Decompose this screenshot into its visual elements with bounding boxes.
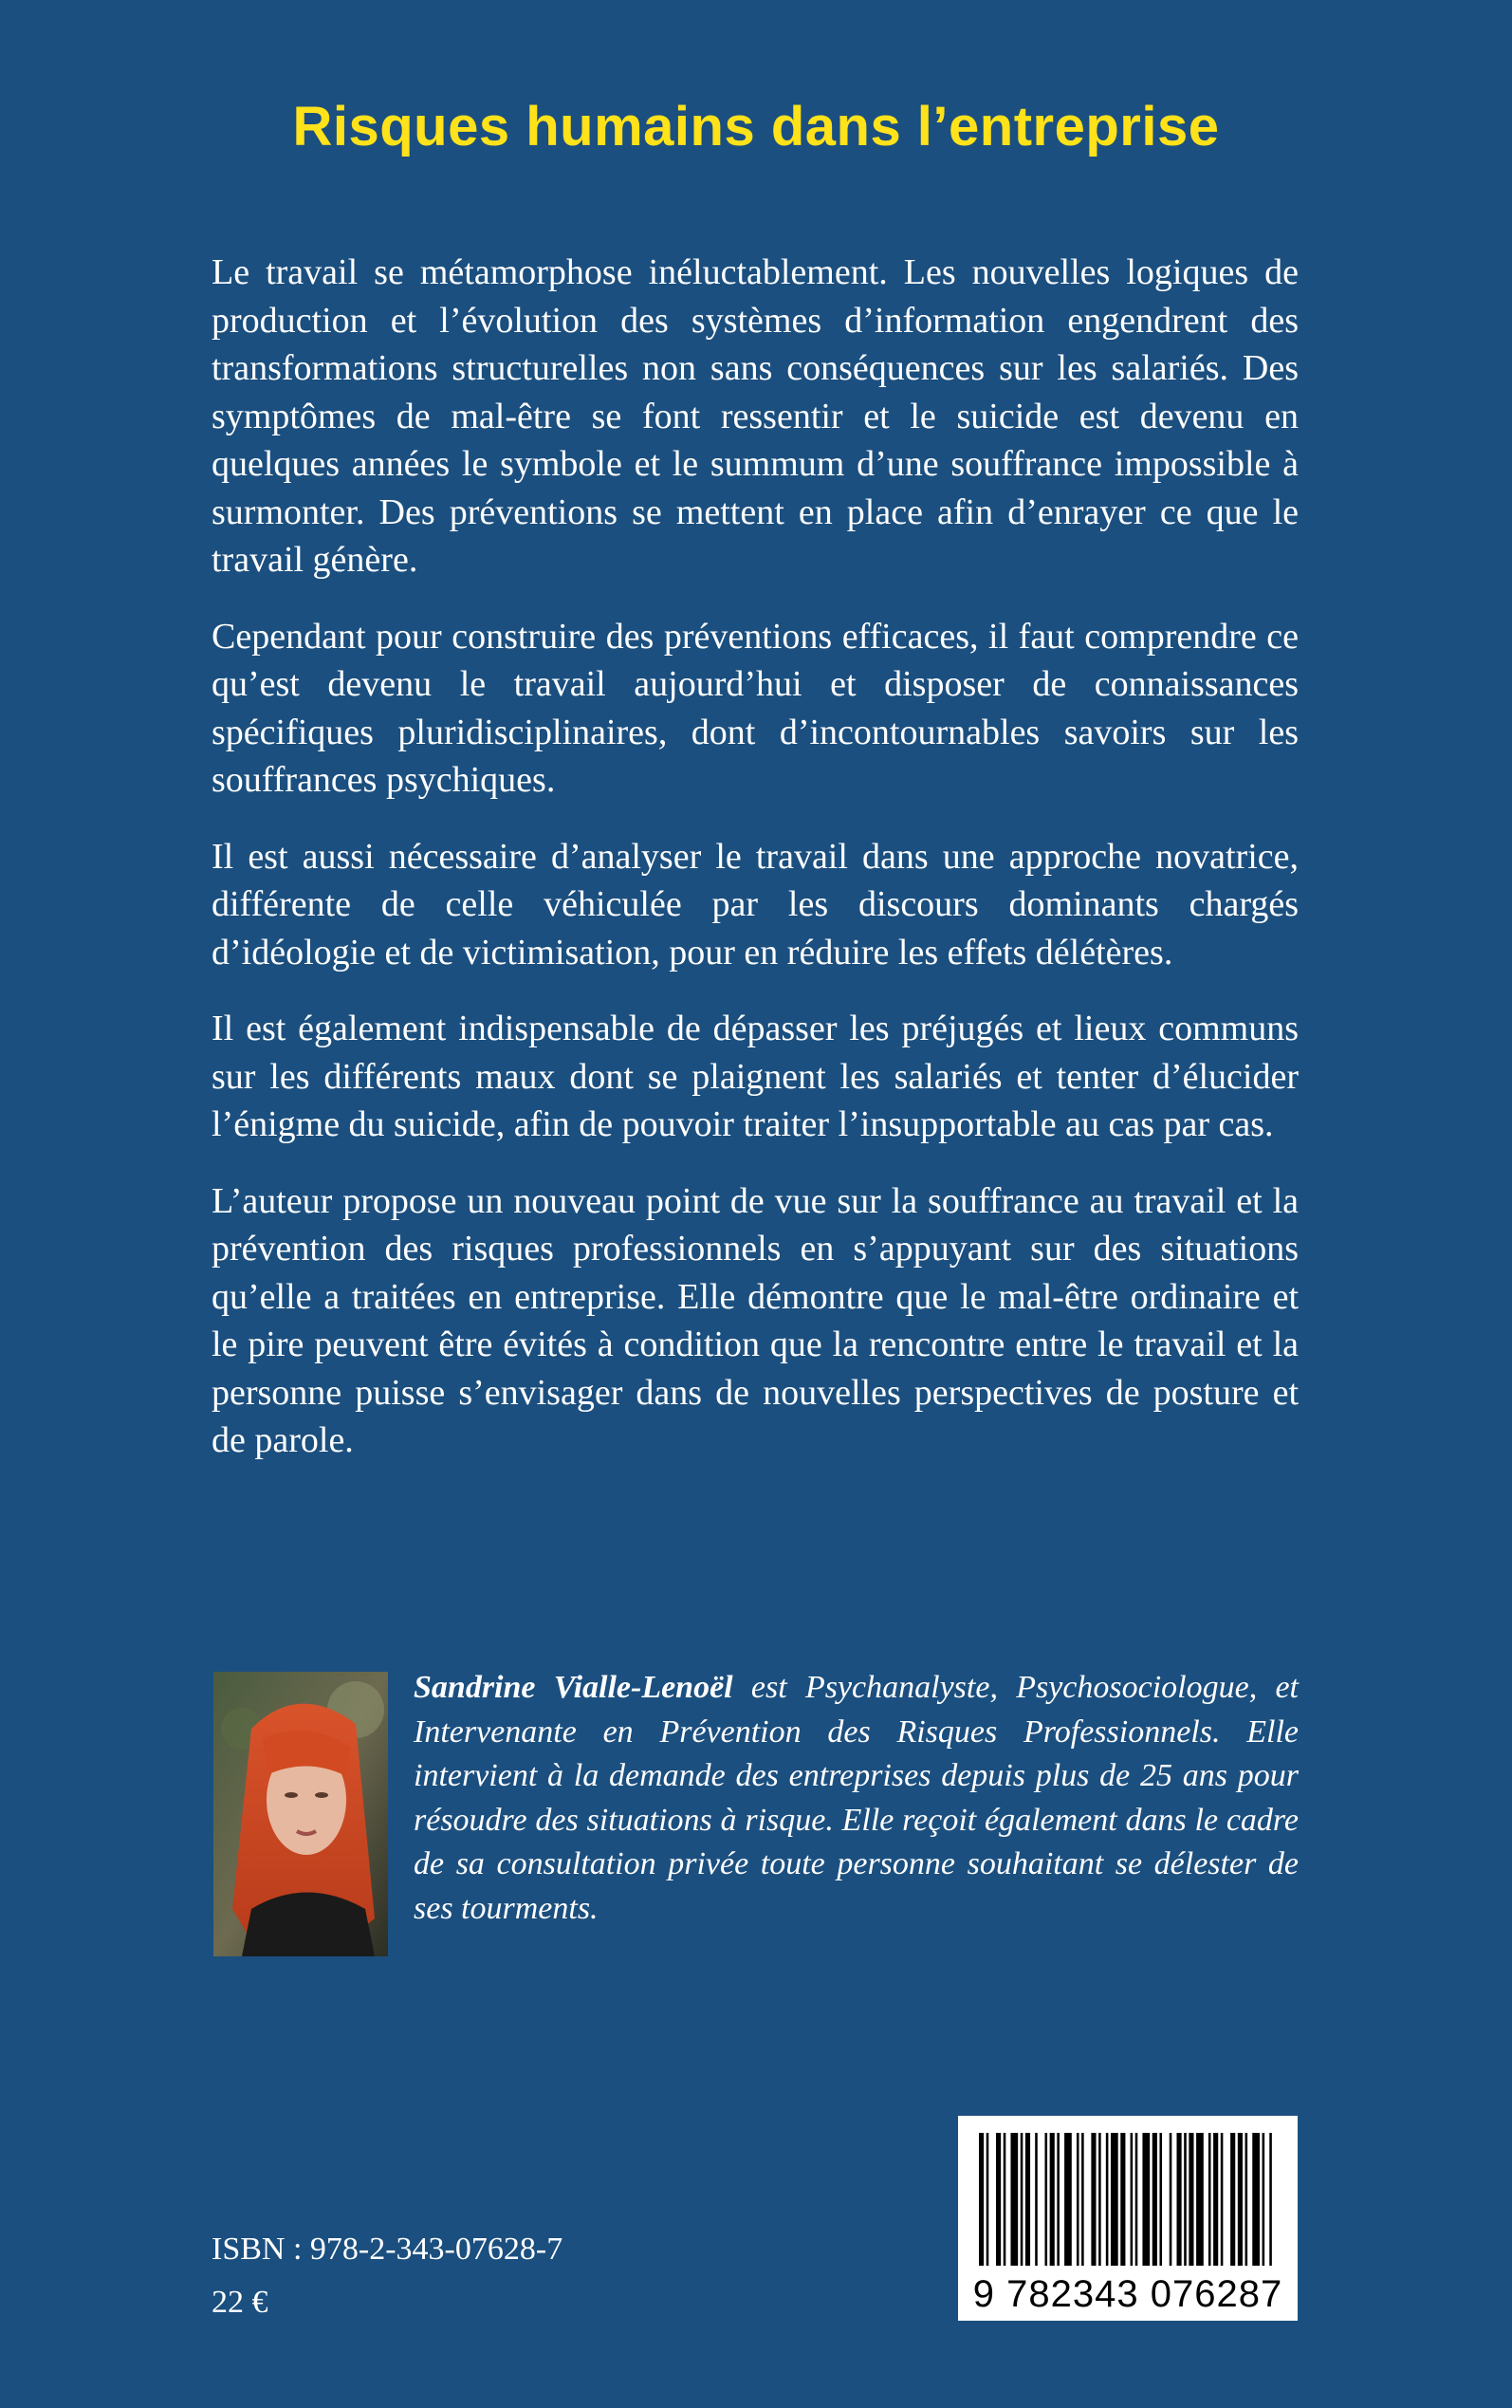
author-photo: [213, 1672, 388, 1956]
barcode-bar: [1189, 2133, 1193, 2266]
barcode-bar: [1142, 2133, 1150, 2266]
barcode-bar: [1010, 2133, 1018, 2266]
price: 22 €: [212, 2285, 268, 2320]
barcode-bar: [1131, 2133, 1134, 2266]
barcode-digits: 9 782343 076287: [972, 2273, 1283, 2315]
barcode-bar: [1057, 2133, 1060, 2266]
barcode-bar: [1159, 2133, 1162, 2266]
barcode-bar: [1238, 2133, 1243, 2266]
barcode: [958, 2116, 1298, 2321]
barcode-bar: [1196, 2133, 1204, 2266]
barcode-bar: [1106, 2133, 1109, 2266]
barcode-bar: [1252, 2133, 1260, 2266]
barcode-bar: [1263, 2133, 1265, 2266]
barcode-bar: [979, 2133, 984, 2266]
barcode-bar: [1098, 2133, 1101, 2266]
blurb-paragraph-1: Le travail se métamorphose inéluctablement. Les nouvelles logiques de production et l’évolution des systèmes d’information engendrent des transformations structurelles non sans conséquences sur les salariés. Des symptômes de mal-être se font ressentir et le suicide est devenu en quelques années le symbole et le summum d’une souffrance impossible à surmonter. Des préventions se mettent en place afin d’enrayer ce que le travail génère.: [212, 252, 1299, 580]
blurb-paragraph-5: L’auteur propose un nouveau point de vue sur la souffrance au travail et la prévention des risques professionnels en s’appuyant sur des situations qu’elle a traitées en entreprise. Elle démontre que le mal-être ordinaire et le pire peuvent être évités à condition que la rencontre entre le travail et la personne puisse s’envisager dans de nouvelles perspectives de posture et de parole.: [212, 1180, 1299, 1460]
author-name: Sandrine Vialle-Lenoël: [414, 1670, 733, 1705]
barcode-bar: [996, 2133, 1001, 2266]
barcode-bar: [1044, 2133, 1047, 2266]
blurb: [212, 249, 1299, 1493]
barcode-bar: [1050, 2133, 1055, 2266]
author-bio: [414, 1666, 1299, 1931]
barcode-bar: [1269, 2133, 1272, 2266]
barcode-bar: [1170, 2133, 1172, 2266]
barcode-bar: [1230, 2133, 1235, 2266]
barcode-bar: [1120, 2133, 1125, 2266]
barcode-bar: [1221, 2133, 1224, 2266]
author-bio-text: est Psychanalyste, Psychosociologue, et Intervenante en Prévention des Risques Professionnels. Elle intervient à la demande des entreprises depuis plus de 25 ans pour résoudre des situations à risque. Elle reçoit également dans le cadre de sa consultation privée toute personne souhaitant se délester de ses tourments.: [414, 1670, 1300, 1926]
book-title: Risques humains dans l’entreprise: [292, 96, 1220, 157]
barcode-bar: [1208, 2133, 1211, 2266]
barcode-bar: [1035, 2133, 1038, 2266]
barcode-bar: [1025, 2133, 1030, 2266]
barcode-bars: [958, 2116, 1298, 2277]
blurb-paragraph-2: Cependant pour construire des préventions efficaces, il faut comprendre ce qu’est devenu le travail aujourd’hui et disposer de connaissances spécifiques pluridisciplinaires, dont d’incontournables savoirs sur les souffrances psychiques.: [212, 616, 1299, 800]
barcode-bar: [1077, 2133, 1079, 2266]
barcode-bar: [1152, 2133, 1157, 2266]
blurb-paragraph-4: Il est également indispensable de dépasser les préjugés et lieux communs sur les différents maux dont se plaignent les salariés et tenter d’élucider l’énigme du suicide, afin de pouvoir traiter l’insupportable au cas par cas.: [212, 1009, 1299, 1144]
barcode-bar: [1176, 2133, 1181, 2266]
blurb-paragraph-3: Il est aussi nécessaire d’analyser le travail dans une approche novatrice, différente de celle véhiculée par les discours dominants chargés d’idéologie et de victimisation, pour en réduire les effets délétères.: [212, 836, 1299, 972]
barcode-bar: [1245, 2133, 1248, 2266]
barcode-bar: [1135, 2133, 1138, 2266]
barcode-bar: [1064, 2133, 1072, 2266]
barcode-bar: [1091, 2133, 1096, 2266]
barcode-bar: [1021, 2133, 1023, 2266]
barcode-bar: [1213, 2133, 1218, 2266]
isbn: ISBN : 978-2-343-07628-7: [212, 2232, 563, 2267]
barcode-bar: [1081, 2133, 1084, 2266]
barcode-bar: [1004, 2133, 1006, 2266]
barcode-bar: [986, 2133, 989, 2266]
barcode-bar: [1184, 2133, 1187, 2266]
barcode-bar: [1111, 2133, 1118, 2266]
